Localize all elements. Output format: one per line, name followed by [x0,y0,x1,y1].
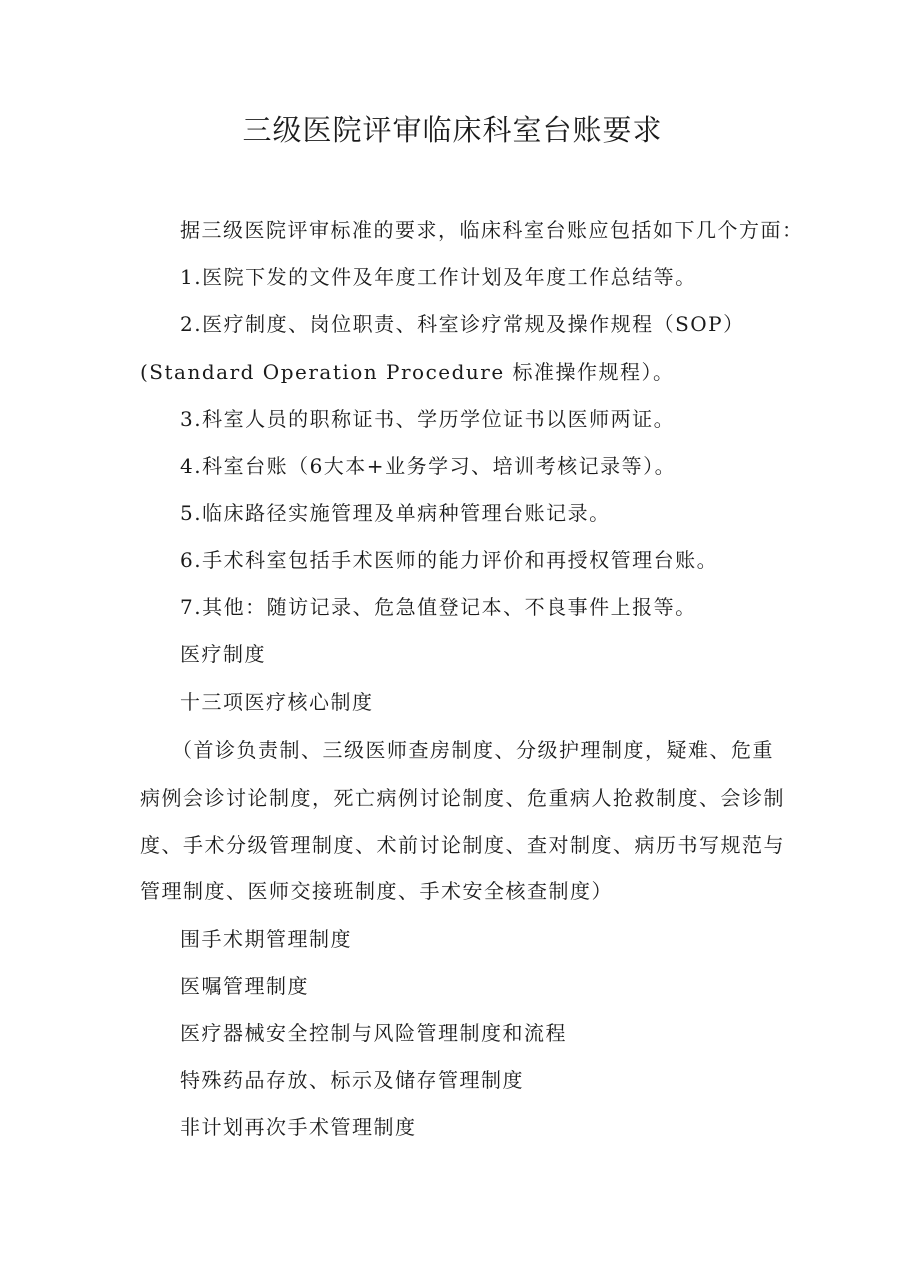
list-item-6: 6.手术科室包括手术医师的能力评价和再授权管理台账。 [180,548,719,572]
core-systems-text-line-3: 度、手术分级管理制度、术前讨论制度、查对制度、病历书写规范与 [140,833,785,857]
list-item-2-continuation: (Standard Operation Procedure 标准操作规程）。 [140,360,675,384]
system-item-special-drugs: 特殊药品存放、标示及储存管理制度 [180,1068,524,1092]
list-item-1: 1.医院下发的文件及年度工作计划及年度工作总结等。 [180,265,697,289]
list-item-2: 2.医疗制度、岗位职责、科室诊疗常规及操作规程（SOP） [180,312,745,336]
system-item-device-safety: 医疗器械安全控制与风险管理制度和流程 [180,1021,567,1045]
intro-paragraph: 据三级医院评审标准的要求，临床科室台账应包括如下几个方面： [180,218,804,242]
system-item-unplanned-surgery: 非计划再次手术管理制度 [180,1115,417,1139]
core-systems-text-line-1: （首诊负责制、三级医师查房制度、分级护理制度，疑难、危重 [172,738,774,762]
system-item-perioperative: 围手术期管理制度 [180,927,352,951]
list-item-5: 5.临床路径实施管理及单病种管理台账记录。 [180,501,611,525]
list-item-3: 3.科室人员的职称证书、学历学位证书以医师两证。 [180,407,676,431]
core-systems-text-line-4: 管理制度、医师交接班制度、手术安全核查制度） [140,879,613,903]
section-heading-core-systems: 十三项医疗核心制度 [180,690,374,714]
list-item-4: 4.科室台账（6大本+业务学习、培训考核记录等）。 [180,454,677,478]
core-systems-text-line-2: 病例会诊讨论制度，死亡病例讨论制度、危重病人抢救制度、会诊制 [140,786,785,810]
list-item-7: 7.其他：随访记录、危急值登记本、不良事件上报等。 [180,595,697,619]
document-title: 三级医院评审临床科室台账要求 [242,113,663,147]
section-heading-medical-systems: 医疗制度 [180,642,266,666]
system-item-medical-orders: 医嘱管理制度 [180,974,309,998]
